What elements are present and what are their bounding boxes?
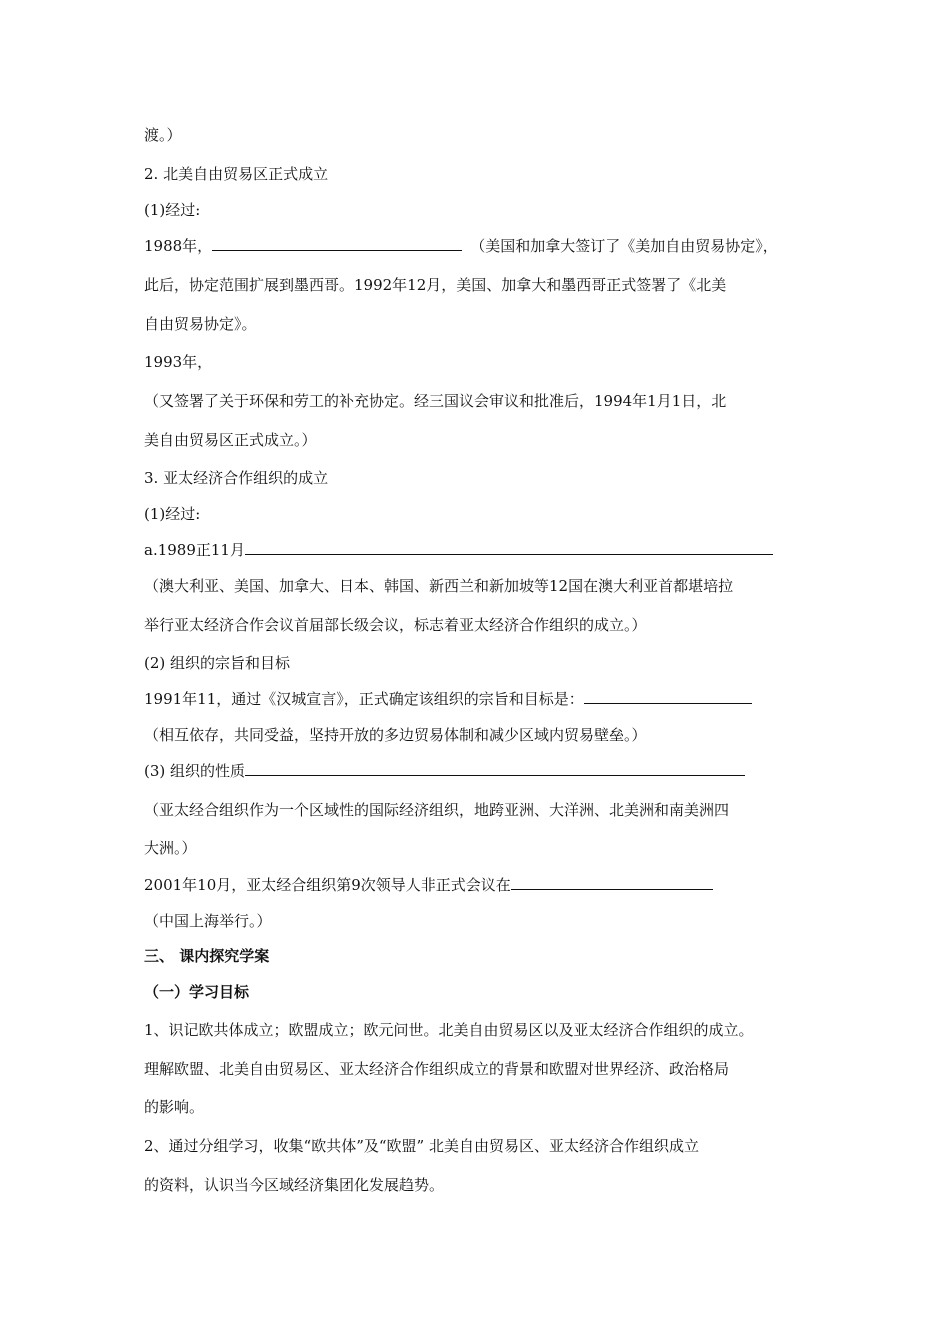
- text-line: 自由贸易协定》。: [144, 315, 257, 333]
- fill-in-blank: [511, 875, 713, 890]
- text-fragment: 2001年10月，亚太经合组织第9次领导人非正式会议在: [144, 876, 511, 894]
- text-line: 1、识记欧共体成立；欧盟成立；欧元问世。北美自由贸易区以及亚太经济合作组织的成立。: [144, 1021, 754, 1039]
- text-line: 的影响。: [144, 1098, 205, 1116]
- subsection-heading-goals: （一）学习目标: [144, 983, 250, 1001]
- text-line: （澳大利亚、美国、加拿大、日本、韩国、新西兰和新加坡等12国在澳大利亚首都堪培拉: [144, 577, 734, 595]
- text-line: 2、通过分组学习，收集“欧共体”及“欧盟” 北美自由贸易区、亚太经济合作组织成立: [144, 1137, 699, 1155]
- fill-in-blank: [245, 761, 745, 776]
- subheading-process: (1)经过:: [144, 201, 201, 219]
- text-fragment: 1988年，: [144, 237, 213, 255]
- text-line-with-blank: [144, 761, 745, 781]
- text-line: 的资料，认识当今区域经济集团化发展趋势。: [144, 1176, 445, 1194]
- text-line: 举行亚太经济合作会议首届部长级会议，标志着亚太经济合作组织的成立。）: [144, 616, 647, 634]
- text-fragment: 1991年11，通过《汉城宣言》，正式确定该组织的宗旨和目标是：: [144, 690, 584, 708]
- text-line: 美自由贸易区正式成立。）: [144, 431, 317, 449]
- text-fragment: (3) 组织的性质: [144, 762, 246, 780]
- text-line-with-blank: [144, 236, 778, 256]
- text-line-with-blank: [144, 689, 752, 709]
- text-line: （相互依存，共同受益，坚持开放的多边贸易体制和减少区域内贸易壁垒。）: [144, 726, 647, 744]
- subheading-process: (1)经过:: [144, 505, 201, 523]
- text-line: （又签署了关于环保和劳工的补充协定。经三国议会审议和批准后，1994年1月1日，北: [144, 392, 727, 410]
- text-line-with-blank: [144, 540, 773, 560]
- text-line: 大洲。）: [144, 839, 197, 857]
- text-line: （中国上海举行。）: [144, 912, 272, 930]
- fill-in-blank: [212, 236, 462, 251]
- text-line: 渡。）: [144, 126, 182, 144]
- section-heading-three: 三、 课内探究学案: [144, 947, 270, 965]
- text-fragment: （美国和加拿大签订了《美加自由贸易协定》，: [470, 237, 778, 255]
- fill-in-blank: [245, 540, 773, 555]
- subheading-purpose: (2) 组织的宗旨和目标: [144, 654, 291, 672]
- text-line-with-blank: [144, 875, 713, 895]
- fill-in-blank: [584, 689, 752, 704]
- text-line: 1993年，: [144, 353, 213, 371]
- section-heading-2: 2. 北美自由贸易区正式成立: [144, 165, 329, 183]
- text-fragment: a.1989正11月: [144, 541, 245, 559]
- text-line: （亚太经合组织作为一个区域性的国际经济组织，地跨亚洲、大洋洲、北美洲和南美洲四: [144, 801, 730, 819]
- section-heading-3: 3. 亚太经济合作组织的成立: [144, 469, 329, 487]
- text-line: 此后，协定范围扩展到墨西哥。1992年12月，美国、加拿大和墨西哥正式签署了《北美: [144, 276, 727, 294]
- text-line: 理解欧盟、北美自由贸易区、亚太经济合作组织成立的背景和欧盟对世界经济、政治格局: [144, 1060, 730, 1078]
